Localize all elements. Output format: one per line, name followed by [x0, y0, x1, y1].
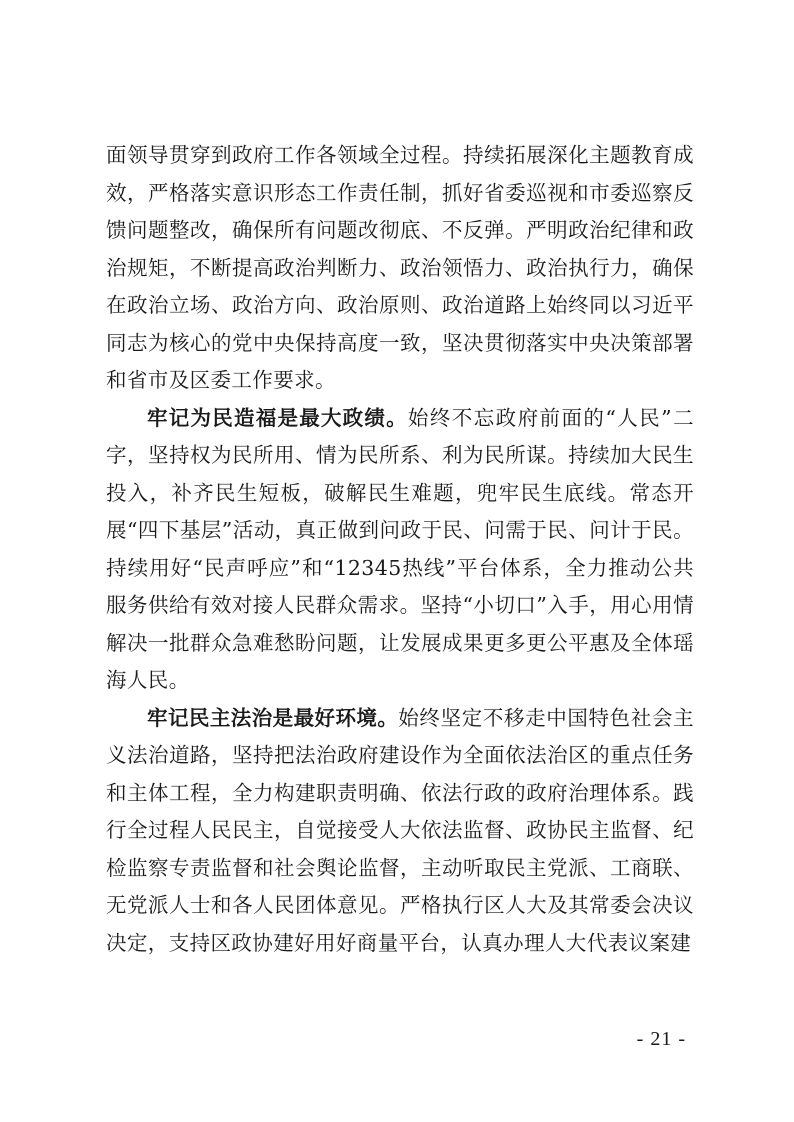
- paragraph-1-text: 面领导贯穿到政府工作各领域全过程。持续拓展深化主题教育成效，严格落实意识形态工作责任制，抓好省委巡视和市委巡察反馈问题整改，确保所有问题改彻底、不反弹。严明政治纪律和政治规矩，不断提高政治判断力、政治领悟力、政治执行力，确保在政治立场、政治方向、政治原则、政治道路上始终同以习近平同志为核心的党中央保持高度一致，坚决贯彻落实中央决策部署和省市及区委工作要求。: [106, 143, 694, 392]
- paragraph-2-lead: 牢记为民造福是最大政绩。: [147, 405, 408, 430]
- page-number: - 21 -: [636, 1028, 686, 1050]
- document-body: [106, 137, 694, 962]
- paragraph-1: [106, 137, 694, 400]
- paragraph-2: [106, 400, 694, 700]
- paragraph-2-text: 始终不忘政府前面的“人民”二字，坚持权为民所用、情为民所系、利为民所谋。持续加大民生投入，补齐民生短板，破解民生难题，兜牢民生底线。常态开展“四下基层”活动，真正做到问政于民、问需于民、问计于民。持续用好“民声呼应”和“12345热线”平台体系，全力推动公共服务供给有效对接人民群众需求。坚持“小切口”入手，用心用情解决一批群众急难愁盼问题，让发展成果更多更公平惠及全体瑶海人民。: [106, 405, 695, 692]
- paragraph-3-text: 始终坚定不移走中国特色社会主义法治道路，坚持把法治政府建设作为全面依法治区的重点任务和主体工程，全力构建职责明确、依法行政的政府治理体系。践行全过程人民民主，自觉接受人大依法监督、政协民主监督、纪检监察专责监督和社会舆论监督，主动听取民主党派、工商联、无党派人士和各人民团体意见。严格执行区人大及其常委会决议决定，支持区政协建好用好商量平台，认真办理人大代表议案建: [106, 705, 694, 955]
- paragraph-3: [106, 700, 694, 963]
- paragraph-3-lead: 牢记民主法治是最好环境。: [147, 705, 399, 730]
